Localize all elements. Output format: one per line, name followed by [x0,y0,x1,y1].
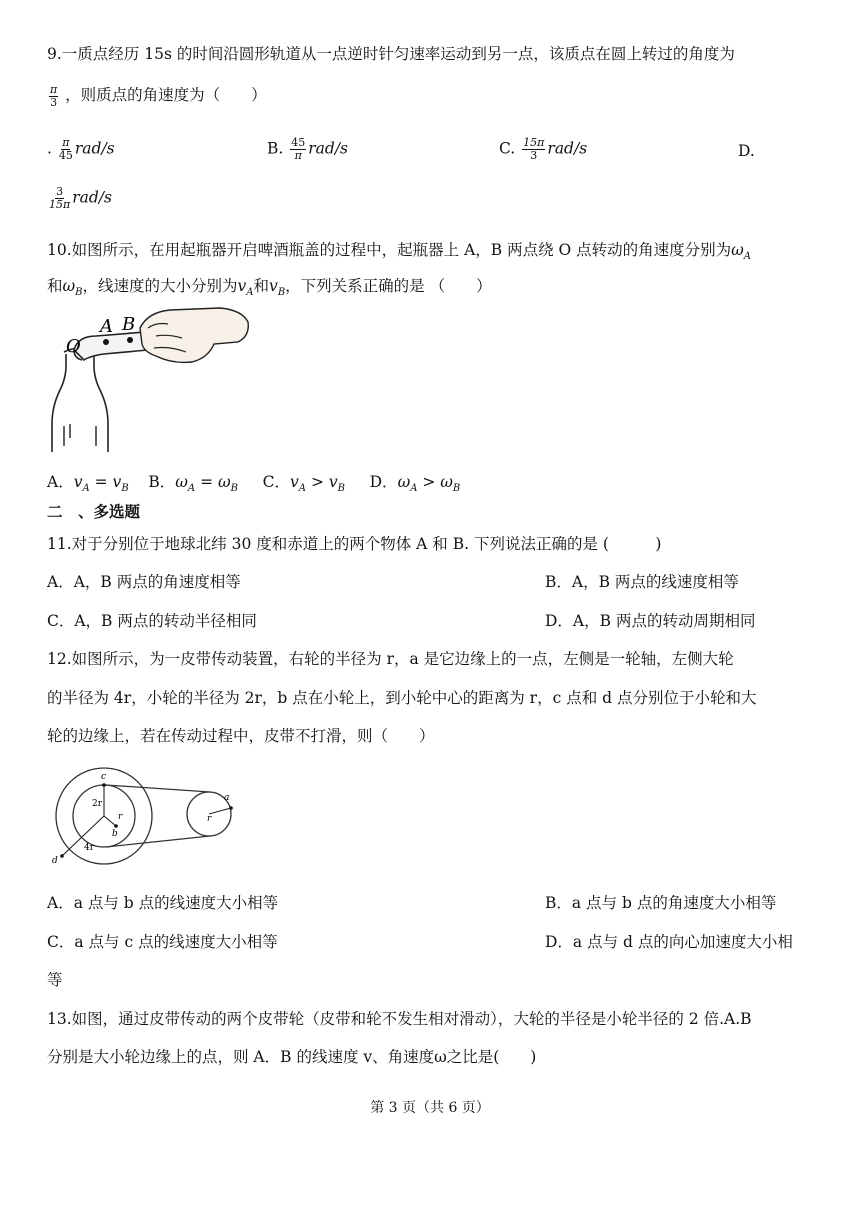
page-footer: 第 3 页（共 6 页） [370,1100,490,1116]
q9-line2-text: ，则质点的角速度为（ ） [65,86,267,104]
point-a [103,339,109,345]
q11-option-a: A．A，B 两点的角速度相等 [47,573,241,591]
label-c: c [101,772,107,782]
belt-drive-figure [48,764,240,872]
q9-option-c: C. $\frac{15\pi}{3}$ rad/s [499,136,588,162]
label-b: b [112,829,118,839]
q12-line3: 轮的边缘上，若在传动过程中，皮带不打滑，则（ ） [47,727,435,745]
q10-line2: 和$\omega_B$，线速度的大小分别为$v_A$和$v_B$，下列关系正确的是 （ ） [47,277,492,299]
q11-option-c: C．A，B 两点的转动半径相同 [47,612,257,630]
q9-line2 [47,83,267,109]
q9-option-d-label: D. [738,142,755,160]
label-b: B [122,314,136,335]
q11-option-d: D．A，B 两点的转动周期相同 [545,612,756,630]
hand [140,308,248,362]
q12-option-b: B．a 点与 b 点的角速度大小相等 [545,894,777,912]
label-4r: 4r [84,843,95,853]
label-o: O [66,336,81,357]
q10-options: A．$v_A = v_B$ B．$\omega_A = \omega_B$ C．$v_A > v_B$ D．$\omega_A > \omega_B$ [47,473,461,495]
q9-angle-fraction: $\frac{\pi}{3}$ [50,82,58,109]
q9-option-a: . $\frac{\pi}{45}$ rad/s [47,136,115,162]
q10-line1: 10.如图所示，在用起瓶器开启啤酒瓶盖的过程中，起瓶器上 A，B 两点绕 O 点转动的角速度分别为$\omega_A$ [47,241,752,263]
q12-line2: 的半径为 4r，小轮的半径为 2r，b 点在小轮上，到小轮中心的距离为 r，c 点和 d 点分别位于小轮和大 [47,689,757,707]
q12-line1: 12.如图所示，为一皮带传动装置，右轮的半径为 r，a 是它边缘上的一点，左侧是一轮轴，左侧大轮 [47,650,734,668]
q9-option-b: B. $\frac{45}{\pi}$ rad/s [267,136,349,162]
section-multi-choice-title: 二 、多选题 [47,503,141,521]
label-2r: 2r [92,799,103,809]
q12-option-a: A．a 点与 b 点的线速度大小相等 [47,894,279,912]
q13-line2: 分别是大小轮边缘上的点，则 A．B 的线速度 v、角速度ω之比是( ) [47,1048,537,1066]
label-r-right: r [207,814,212,824]
q11-stem: 11.对于分别位于地球北纬 30 度和赤道上的两个物体 A 和 B. 下列说法正确的是 ( ) [47,535,662,553]
label-d: d [52,856,58,866]
q9-option-d: $\frac{3}{15\pi}$ rad/s [49,185,112,211]
q12-option-c: C．a 点与 c 点的线速度大小相等 [47,933,278,951]
label-a: A [100,316,113,337]
label-a: a [224,793,230,803]
q9-line1: 9.一质点经历 15s 的时间沿圆形轨道从一点逆时针匀速率运动到另一点，该质点在圆上转过的角度为 [47,45,735,63]
label-r-small: r [118,812,123,822]
bottle-opener-figure [44,306,250,454]
q11-option-b: B．A，B 两点的线速度相等 [545,573,739,591]
q13-line1: 13.如图，通过皮带传动的两个皮带轮（皮带和轮不发生相对滑动），大轮的半径是小轮半径的 2 倍.A.B [47,1010,752,1028]
point-b [127,337,133,343]
q12-option-d: D．a 点与 d 点的向心加速度大小相 [545,933,793,951]
q12-option-d-continued: 等 [47,971,63,989]
